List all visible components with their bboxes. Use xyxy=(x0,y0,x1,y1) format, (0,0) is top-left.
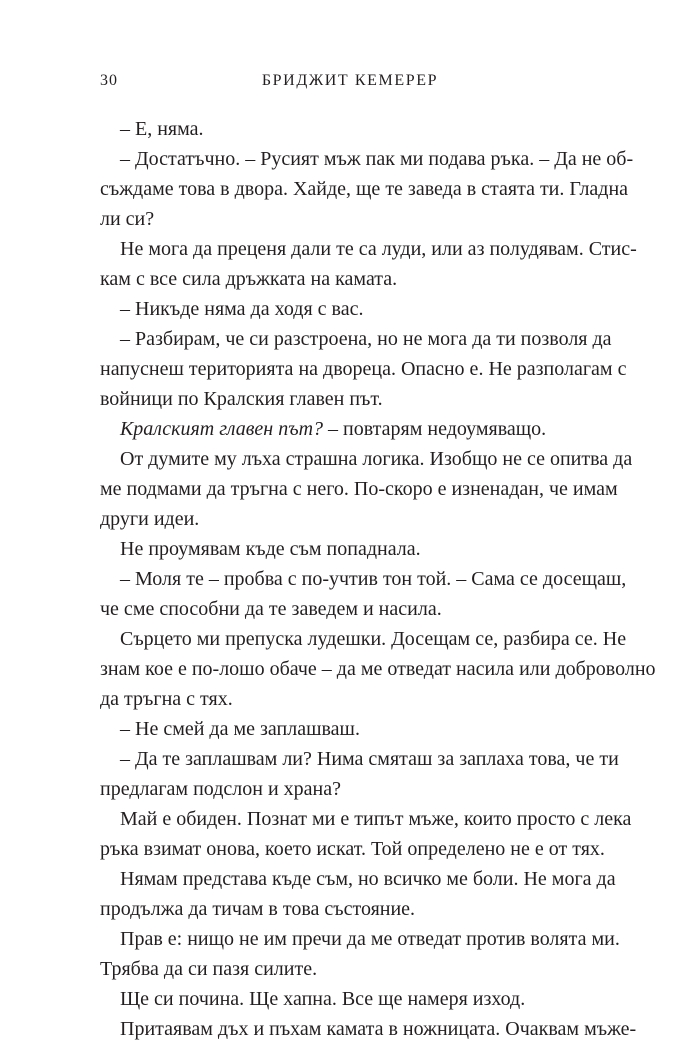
text-line: Трябва да си пазя силите. xyxy=(100,958,318,980)
text-line: други идеи. xyxy=(100,508,200,530)
body-text xyxy=(100,114,656,1044)
text-line: – Е, няма. xyxy=(120,118,204,140)
text-line: Май е обиден. Познат ми е типът мъже, които просто с лека xyxy=(120,808,632,830)
text-line: Не проумявам къде съм попаднала. xyxy=(120,538,421,560)
text-line: – Никъде няма да ходя с вас. xyxy=(120,298,364,320)
text-line: ръка взимат онова, което искат. Той определено не е от тях. xyxy=(100,838,605,860)
text-line: Ще си почина. Ще хапна. Все ще намеря изход. xyxy=(120,988,526,1010)
text-line: че сме способни да те заведем и насила. xyxy=(100,598,442,620)
text-line: ме подмами да тръгна с него. По-скоро е изненадан, че имам xyxy=(100,478,618,500)
text-line: – Разбирам, че си разстроена, но не мога да ти позволя да xyxy=(120,328,612,350)
page-number: 30 xyxy=(100,72,118,89)
text-line: Притаявам дъх и пъхам камата в ножницата. Очаквам мъже- xyxy=(120,1018,637,1040)
text-line: знам кое е по-лошо обаче – да ме отведат насила или доброволно xyxy=(100,658,656,680)
text-line: съждаме това в двора. Хайде, ще те заведа в стаята ти. Гладна xyxy=(100,178,629,200)
italic-phrase: Кралският главен път? xyxy=(120,418,324,440)
text-line: продължа да тичам в това състояние. xyxy=(100,898,416,920)
text-line: предлагам подслон и храна? xyxy=(100,778,341,800)
running-title: БРИДЖИТ КЕМЕРЕР xyxy=(261,72,439,89)
line-text: – повтарям недоумяващо. xyxy=(323,418,547,440)
text-line: Сърцето ми препуска лудешки. Досещам се, разбира се. Не xyxy=(120,628,627,650)
text-line: – Моля те – пробва с по-учтив тон той. – Сама се досещаш, xyxy=(120,568,627,590)
page-header xyxy=(100,72,600,96)
text-line: напуснеш територията на двореца. Опасно е. Не разполагам с xyxy=(100,358,627,380)
text-line: ли си? xyxy=(100,208,155,230)
text-line: – Достатъчно. – Русият мъж пак ми подава ръка. – Да не об- xyxy=(120,148,634,170)
text-line: кам с все сила дръжката на камата. xyxy=(100,268,398,290)
text-line xyxy=(100,414,600,444)
text-line: От думите му лъха страшна логика. Изобщо не се опитва да xyxy=(120,448,633,470)
text-line: – Да те заплашвам ли? Нима смяташ за заплаха това, че ти xyxy=(120,748,619,770)
text-line: Нямам представа къде съм, но всичко ме боли. Не мога да xyxy=(120,868,616,890)
text-line: да тръгна с тях. xyxy=(100,688,233,710)
text-line: войници по Кралския главен път. xyxy=(100,388,383,410)
text-line: – Не смей да ме заплашваш. xyxy=(120,718,360,740)
text-line: Прав е: нищо не им пречи да ме отведат против волята ми. xyxy=(120,928,620,950)
text-line: Не мога да преценя дали те са луди, или аз полудявам. Стис- xyxy=(120,238,637,260)
